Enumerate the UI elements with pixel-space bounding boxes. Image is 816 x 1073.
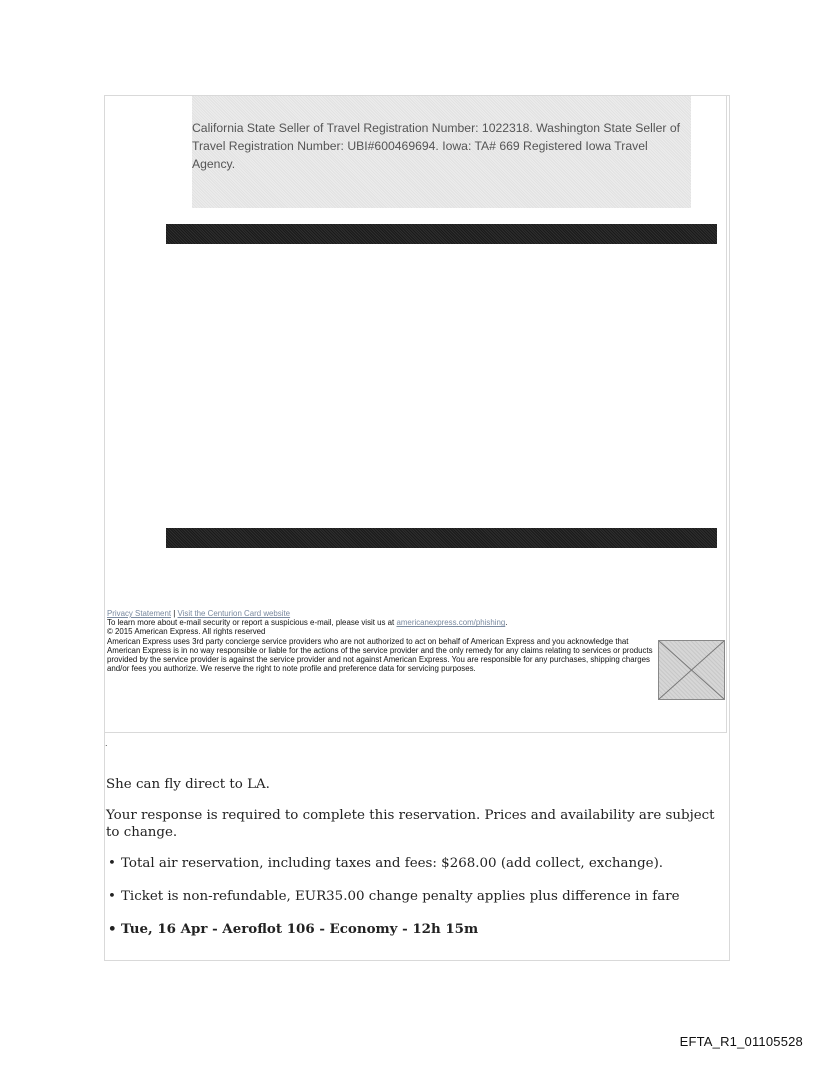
registration-notice: California State Seller of Travel Registration Number: 1022318. Washington State Seller of Travel Registration Number: UBI#600469694. Iowa: TA# 669 Registered Iowa Travel Agency. xyxy=(192,121,680,171)
document-id: EFTA_R1_01105528 xyxy=(679,1034,803,1049)
copyright: © 2015 American Express. All rights reserved xyxy=(107,627,266,637)
disclaimer: American Express uses 3rd party concierge service providers who are not authorized to act on behalf of American Express and you acknowledge that American Express is in no way responsible or liable for the actions of the service provider and the only remedy for any claims relating to services or products provided by the service provider is against the service provider and not against American Express. You are responsible for any purchases, shipping charges and/or fees you authorize. We reserve the right to note profile and preference data for servicing purposes. xyxy=(107,636,653,674)
broken-image-placeholder xyxy=(658,640,725,700)
registration-box xyxy=(192,96,691,208)
email-footer xyxy=(107,609,655,673)
footer-links xyxy=(107,609,655,618)
centurion-website-link[interactable]: Visit the Centurion Card website xyxy=(177,609,291,618)
privacy-statement-link[interactable]: Privacy Statement xyxy=(107,609,172,618)
message-line-1: She can fly direct to LA. xyxy=(106,777,270,792)
broken-image-icon xyxy=(659,641,724,699)
redaction-bar-bottom xyxy=(166,528,717,548)
flight-summary: • Tue, 16 Apr - Aeroflot 106 - Economy - 12h 15m xyxy=(106,921,730,938)
list-item: • Ticket is non-refundable, EUR35.00 change penalty applies plus difference in fare xyxy=(106,888,730,905)
reservation-details-list xyxy=(106,855,730,938)
redaction-bar-top xyxy=(166,224,717,244)
list-item: • Total air reservation, including taxes and fees: $268.00 (add collect, exchange). xyxy=(106,855,730,872)
security-line xyxy=(107,618,655,627)
security-end: . xyxy=(505,618,508,628)
phishing-link[interactable]: americanexpress.com/phishing xyxy=(396,618,506,628)
message-line-2: Your response is required to complete this reservation. Prices and availability are subject to change. xyxy=(106,808,715,840)
security-text: To learn more about e-mail security or report a suspicious e-mail, please visit us at xyxy=(107,618,395,628)
separator-dot: . xyxy=(105,738,108,748)
footer-link-separator: | xyxy=(173,609,176,618)
message-body xyxy=(106,776,730,954)
